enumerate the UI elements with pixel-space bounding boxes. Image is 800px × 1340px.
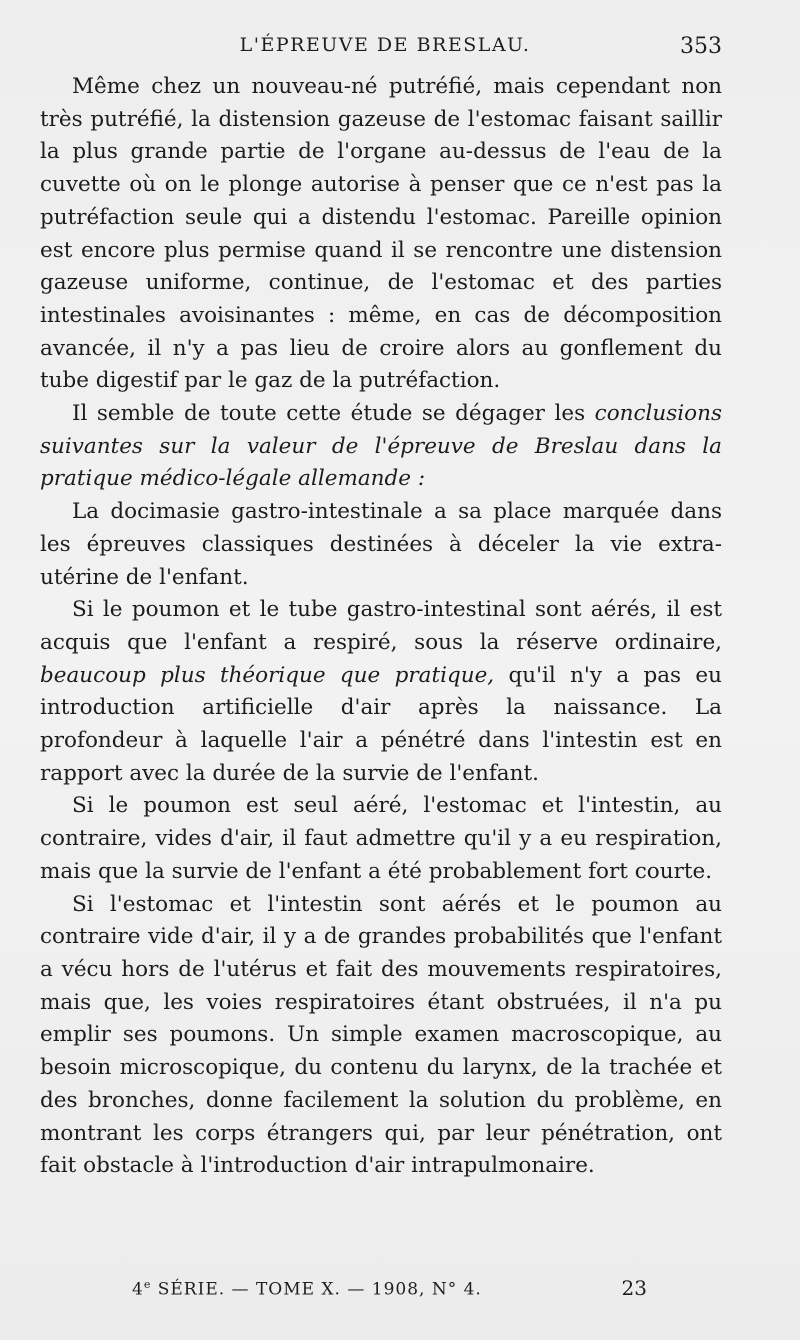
paragraph-4-tail: qu'il n'y a pas eu introduction artificielle d'air après la naissance. La profondeur à laquelle l'air a pénétré dans l'intestin est en rapport avec la durée de la survie de l'enfant. [40,662,722,786]
paragraph-4-lead: Si le poumon et le tube gastro-intestinal sont aérés, il est acquis que l'enfant a respiré, sous la réserve ordinaire, [40,597,722,655]
page-footer [40,1276,730,1306]
series-rest: SÉRIE. — TOME X. — 1908, N° 4. [151,1279,482,1300]
paragraph-3: La docimasie gastro-intestinale a sa place marquée dans les épreuves classiques destinées à déceler la vie extra-utérine de l'enfant. [40,499,722,590]
sheet-number: 23 [621,1276,647,1300]
paragraph-4 [40,594,722,790]
paragraph-2-italic: conclusions suivantes sur la valeur de l'épreuve de Breslau dans la pratique médico-légale allemande : [40,401,722,492]
running-head: L'ÉPREUVE DE BRESLAU. [239,34,531,56]
series-prefix: 4 [132,1279,144,1300]
series-superscript: e [143,1278,152,1291]
paragraph-4-italic: beaucoup plus théorique que pratique, [40,662,495,688]
paragraph-2-lead: Il semble de toute cette étude se dégager les [72,401,595,427]
paragraph-2 [40,398,722,496]
body-text [40,71,722,1183]
paragraph-5: Si le poumon est seul aéré, l'estomac et l'intestin, au contraire, vides d'air, il faut admettre qu'il y a eu respiration, mais que la survie de l'enfant a été probablement fort courte. [40,793,722,884]
page-header [40,28,730,64]
series-line [132,1278,482,1300]
paragraph-1: Même chez un nouveau-né putréfié, mais cependant non très putréfié, la distension gazeuse de l'estomac faisant saillir la plus grande partie de l'organe au-dessus de l'eau de la cuvette où on le plonge autorise à penser que ce n'est pas la putréfaction seule qui a distendu l'estomac. Pareille opinion est encore plus permise quand il se rencontre une distension gazeuse uniforme, continue, de l'estomac et des parties intestinales avoisinantes : même, en cas de décomposition avancée, il n'y a pas lieu de croire alors au gonflement du tube digestif par le gaz de la putréfaction. [40,74,722,394]
page-number: 353 [680,34,722,59]
paragraph-6: Si l'estomac et l'intestin sont aérés et le poumon au contraire vide d'air, il y a de grandes probabilités que l'enfant a vécu hors de l'utérus et fait des mouvements respiratoires, mais que, les voies respiratoires étant obstruées, il n'a pu emplir ses poumons. Un simple examen macroscopique, au besoin microscopique, du contenu du larynx, de la trachée et des bronches, donne facilement la solution du problème, en montrant les corps étrangers qui, par leur pénétration, ont fait obstacle à l'introduction d'air intrapulmonaire. [40,891,722,1179]
